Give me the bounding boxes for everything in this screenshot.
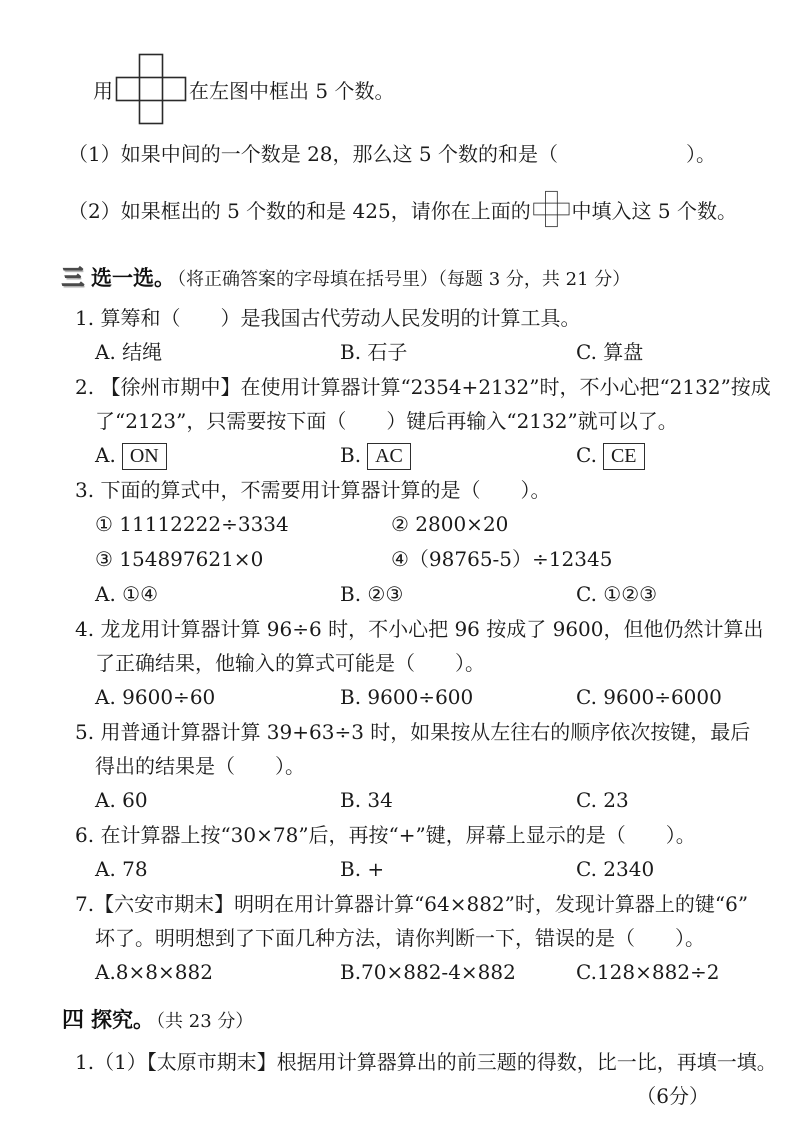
section4-header [62,1006,737,1036]
section3-title: 选一选。 [91,266,176,290]
option-label: B. [340,443,362,467]
q7-option-a: A.8×8×882 [95,960,213,984]
q4-stem-line-1: 4. 龙龙用计算器计算 96÷6 时，不小心把 96 按成了 9600，但他仍然计算出 [75,617,764,641]
question-stem [62,612,764,680]
q2-option-c [576,438,737,473]
section3-number: 三 [62,266,85,291]
q3-option-a: A. ①④ [95,582,159,606]
q1-option-c: C. 算盘 [576,340,644,364]
sub1-text: （1）如果中间的一个数是 28，那么这 5 个数的和是（ [68,142,558,166]
q5-stem-line-2: 得出的结果是（ ）。 [95,754,305,778]
q3-expression-2: ② 2800×20 [391,512,509,536]
q4-stem-line-2: 了正确结果，他输入的算式可能是（ ）。 [95,651,485,675]
section3-instructions: （将正确答案的字母填在括号里）（每题 3 分，共 21 分） [177,269,631,290]
q7-stem-line-2: 坏了。明明想到了下面几种方法，请你判断一下，错误的是（ ）。 [95,926,705,950]
q4-option-a: A. 9600÷60 [95,685,216,709]
q1-option-b: B. 石子 [340,340,408,364]
calculator-key-on: ON [122,443,167,470]
question-stem [62,818,737,852]
question-stem [62,473,737,507]
q6-option-a: A. 78 [95,857,148,881]
q3-option-b: B. ②③ [340,582,404,606]
plus-frame-shape [115,53,187,125]
q3-expression-4: ④（98765-5）÷12345 [391,547,613,571]
q6-option-c: C. 2340 [576,857,655,881]
plus-frame-shape [533,173,570,245]
q5-option-a: A. 60 [95,788,148,812]
q5-option-b: B. 34 [340,788,393,812]
option-label: A. [95,443,116,467]
question-options [62,852,737,887]
q2-stem-line-2: 了“2123”，只需要按下面（ ）键后再输入“2132”就可以了。 [95,409,678,433]
question-options [62,680,737,715]
q2-stem-line-1: 2. 【徐州市期中】在使用计算器计算“2354+2132”时，不小心把“2132”按成 [75,375,771,399]
question-options [62,783,737,818]
q7-stem-line-1: 7.【六安市期末】明明在用计算器计算“64×882”时，发现计算器上的键“6” [75,892,749,916]
q3-option-c: C. ①②③ [576,582,658,606]
q2-option-b [340,438,576,473]
question-5 [62,715,751,818]
q4-option-c: C. 9600÷6000 [576,685,722,709]
q3-stem-line-1: 3. 下面的算式中，不需要用计算器计算的是（ ）。 [75,478,551,502]
question-stem [62,887,749,955]
q6-stem-line-1: 6. 在计算器上按“30×78”后，再按“+”键，屏幕上显示的是（ ）。 [75,823,696,847]
question-3 [62,473,737,612]
question-options [62,577,737,612]
section4-number: 四 [62,1008,85,1033]
section4-question: 1.（1）【太原市期末】根据用计算器算出的前三题的得数，比一比，再填一填。 [75,1050,777,1074]
question-4 [62,612,764,715]
q7-option-b: B.70×882-4×882 [340,960,516,984]
q5-stem-line-1: 5. 用普通计算器计算 39+63÷3 时，如果按从左往右的顺序依次按键，最后 [75,720,751,744]
question-1 [62,301,737,370]
sub-question-1 [68,142,737,166]
sub2-prefix: （2）如果框出的 5 个数的和是 425，请你在上面的 [68,198,531,223]
question-stem [62,301,737,335]
section4-instructions: （共 23 分） [156,1011,254,1032]
q7-option-c: C.128×882÷2 [576,960,720,984]
question-options [62,335,737,370]
frame-intro-suffix: 在左图中框出 5 个数。 [189,78,395,103]
frame-intro-prefix: 用 [93,78,113,103]
q3-expression-3: ③ 154897621×0 [95,547,264,571]
q1-option-a: A. 结绳 [95,340,163,364]
sub2-suffix: 中填入这 5 个数。 [571,198,737,223]
questions-list [62,301,771,990]
q6-option-b: B. + [340,857,385,881]
question-options [62,955,737,990]
sub-question-2 [68,173,737,245]
q3-expression-1: ① 11112222÷3334 [95,512,289,536]
q5-option-c: C. 23 [576,788,629,812]
question-7 [62,887,749,990]
section4-title: 探究。 [91,1008,155,1032]
frame-intro-line [93,53,737,125]
section4-points: （6分） [636,1084,709,1108]
question-6 [62,818,737,887]
q4-option-b: B. 9600÷600 [340,685,474,709]
q1-stem-line-1: 1. 算筹和（ ）是我国古代劳动人民发明的计算工具。 [75,306,581,330]
question-stem [62,715,751,783]
question-options [62,438,737,473]
option-label: C. [576,443,597,467]
question-2 [62,370,771,473]
question-stem [62,370,771,438]
sub1-close: ）。 [685,142,716,166]
calculator-key-ce: CE [603,443,645,470]
calculator-key-ac: AC [367,443,411,470]
question-expressions [62,507,737,577]
section3-header [62,264,737,294]
q2-option-a [95,438,340,473]
